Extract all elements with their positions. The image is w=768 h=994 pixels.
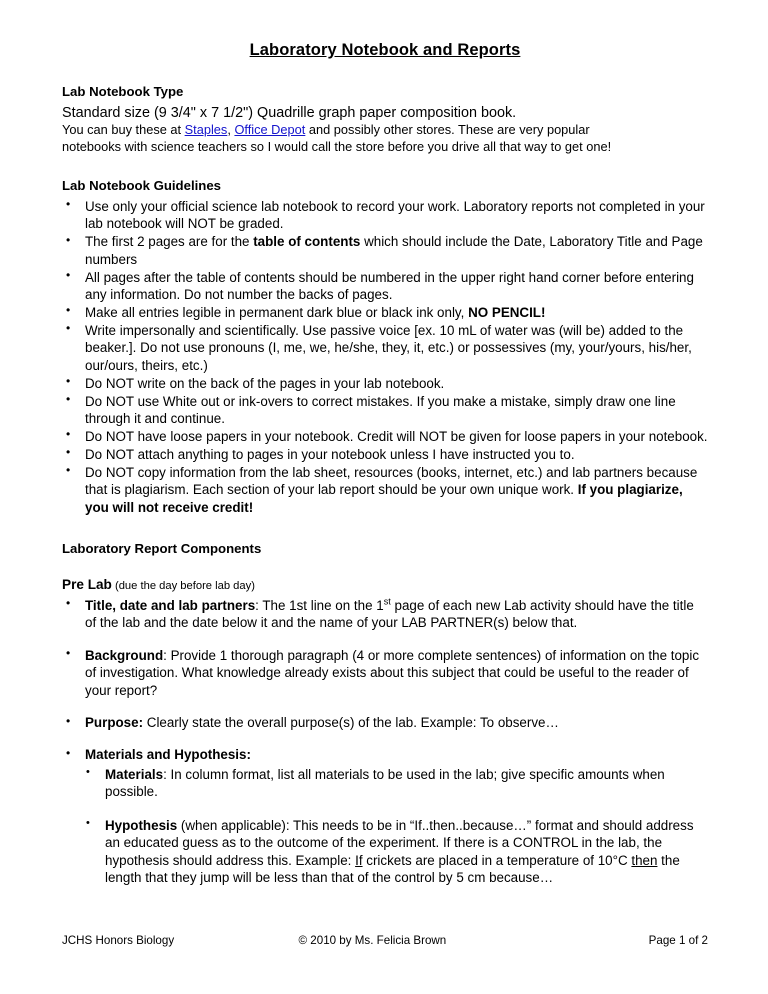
bullet-4-emphasis: NO PENCIL!	[468, 304, 546, 320]
document-title: Laboratory Notebook and Reports	[249, 41, 521, 59]
footer-copyright: © 2010 by Ms. Felicia Brown	[298, 934, 447, 947]
notebook-type-line-2	[62, 122, 708, 139]
list-item: • All pages after the table of contents should be numbered in the upper right hand corner before entering any information. Do not number the backs of pages.	[62, 269, 708, 304]
purpose-text: Clearly state the overall purpose(s) of the lab. Example: To observe…	[143, 715, 559, 731]
list-item-background	[62, 647, 708, 699]
background-label: Background	[85, 647, 164, 663]
notebook-type-line-3: notebooks with science teachers so I would call the store before you drive all that way to get one!	[62, 138, 612, 154]
list-item: • Do NOT use White out or ink-overs to correct mistakes. If you make a mistake, simply draw one line through it and continue.	[62, 393, 708, 428]
list-item-materials	[83, 766, 708, 801]
bullet-2-emphasis: table of contents	[253, 234, 361, 250]
footer-page-number: Page 1 of 2	[648, 934, 708, 947]
materials-label: Materials	[105, 766, 164, 782]
notebook-type-line2-post: and possibly other stores. These are very popular	[305, 122, 590, 138]
prelab-heading	[62, 575, 708, 596]
prelab-note: (due the day before lab day)	[111, 580, 255, 593]
list-item-purpose	[62, 714, 708, 731]
title-item-text-b: page of each new Lab activity should have the title of the lab and the date below it and the name of your LAB PARTNER(s) below that.	[85, 597, 694, 631]
notebook-type-line2-mid: ,	[227, 122, 235, 138]
materials-hypothesis-sublist	[62, 766, 708, 887]
list-item: • Do NOT attach anything to pages in your notebook unless I have instructed you to.	[62, 446, 708, 463]
staples-link[interactable]: Staples	[184, 122, 228, 138]
document-body	[62, 40, 708, 886]
prelab-label: Pre Lab	[62, 577, 112, 593]
hypothesis-text-3: the length that they jump will be less than that of the control by 5 cm because…	[105, 852, 680, 885]
page-footer	[62, 934, 708, 948]
bullet-10-pre: Do NOT copy information from the lab sheet, resources (books, internet, etc.) and lab partners because that is plagiarism. Each section of your lab report should be your own unique work.	[85, 464, 698, 498]
ordinal-superscript: st	[383, 596, 391, 607]
bullet-2-pre: The first 2 pages are for the	[85, 234, 254, 250]
section-heading-report-components: Laboratory Report Components	[62, 540, 262, 556]
purpose-label: Purpose:	[85, 715, 144, 731]
section-heading-notebook-type: Lab Notebook Type	[62, 83, 184, 99]
list-item: • Use only your official science lab notebook to record your work. Laboratory reports not completed in your lab notebook will NOT be graded.	[62, 198, 708, 233]
materials-hypothesis-label: Materials and Hypothesis:	[85, 747, 251, 763]
bullet-10-emphasis: If you plagiarize, you will not receive credit!	[85, 482, 683, 515]
list-item: • Do NOT write on the back of the pages in your lab notebook.	[62, 375, 708, 392]
footer-course-name: JCHS Honors Biology	[62, 934, 175, 947]
list-item	[62, 233, 708, 268]
office-depot-link[interactable]: Office Depot	[234, 122, 306, 138]
hypothesis-text-2: crickets are placed in a temperature of 10°C	[362, 852, 632, 868]
materials-text: : In column format, list all materials to be used in the lab; give specific amounts when possible.	[105, 766, 665, 800]
hypothesis-underline-if: If	[355, 852, 363, 868]
list-item	[62, 464, 708, 516]
list-item: • Do NOT have loose papers in your notebook. Credit will NOT be given for loose papers in your notebook.	[62, 428, 708, 445]
list-item: • Write impersonally and scientifically. Use passive voice [ex. 10 mL of water was (will be) added to the beaker.]. Do not use pronouns (I, me, we, he/she, they, it, etc.) or possessives (my, your/yours, his/her, our/ours, theirs, etc.)	[62, 322, 708, 374]
list-item-hypothesis	[83, 817, 708, 887]
report-components-list	[62, 597, 708, 764]
list-item-title-date-partners	[62, 597, 708, 632]
bullet-4-pre: Make all entries legible in permanent dark blue or black ink only,	[85, 304, 469, 320]
list-item	[62, 304, 708, 321]
title-item-label: Title, date and lab partners	[85, 597, 256, 613]
list-item-materials-hypothesis	[62, 746, 708, 763]
background-text: : Provide 1 thorough paragraph (4 or more complete sentences) of information on the topic of investigation. What knowledge already exists about this subject that could be useful to the reader of your report?	[85, 647, 700, 698]
notebook-type-line-1: Standard size (9 3/4" x 7 1/2") Quadrille graph paper composition book.	[62, 104, 517, 121]
title-item-text-a: : The 1st line on the 1	[255, 597, 384, 613]
hypothesis-underline-then: then	[631, 852, 658, 868]
bullet-2-post: which should include the Date, Laboratory Title and Page numbers	[85, 234, 703, 267]
hypothesis-label: Hypothesis	[105, 817, 178, 833]
hypothesis-text-1: (when applicable): This needs to be in “If..then..because…” format and should address an educated guess as to the outcome of the experiment. If there is a CONTROL in the lab, the hypothesis should address this. Example:	[105, 817, 694, 868]
section-heading-notebook-guidelines: Lab Notebook Guidelines	[62, 177, 221, 193]
notebook-guidelines-list	[62, 198, 708, 516]
notebook-type-line2-pre: You can buy these at	[62, 122, 185, 138]
